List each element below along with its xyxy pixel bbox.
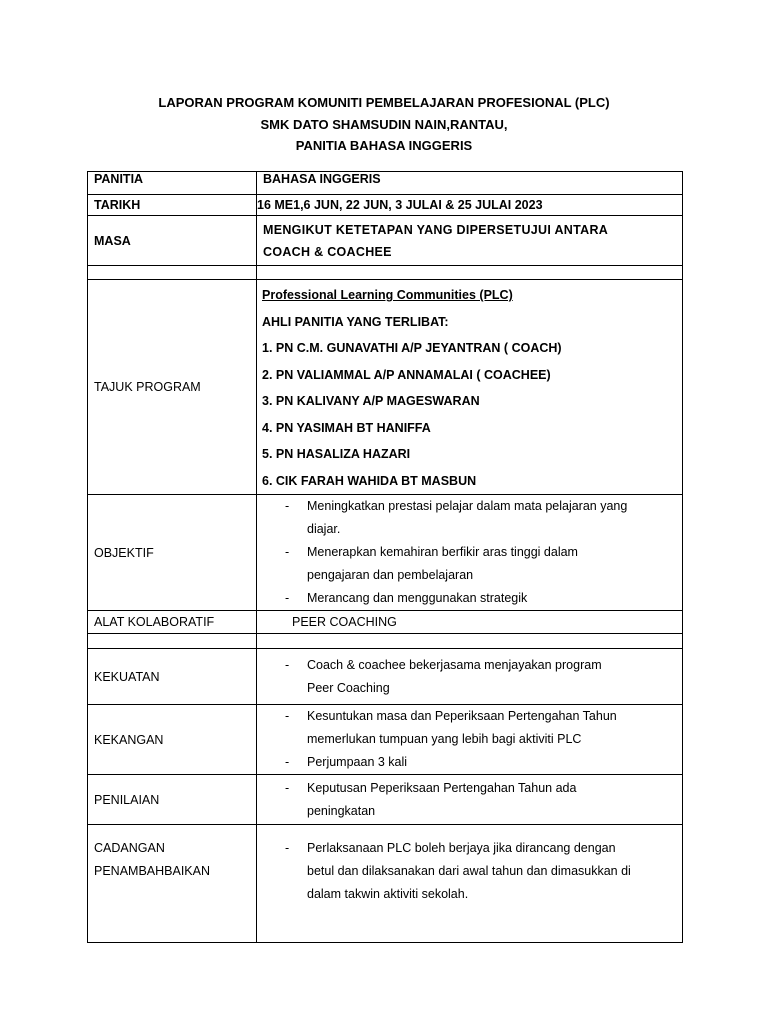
empty-row <box>88 266 683 280</box>
masa-value-line2: COACH & COACHEE <box>263 244 392 259</box>
report-header <box>0 92 768 157</box>
report-title: LAPORAN PROGRAM KOMUNITI PEMBELAJARAN PROFESIONAL (PLC) <box>158 95 610 110</box>
member-item: 3. PN KALIVANY A/P MAGESWARAN <box>262 394 480 408</box>
cadangan-list <box>257 837 682 906</box>
kekuatan-label: KEKUATAN <box>88 649 257 705</box>
kekangan-list <box>257 705 682 774</box>
row-tarikh <box>88 195 683 216</box>
member-item: 2. PN VALIAMMAL A/P ANNAMALAI ( COACHEE) <box>262 367 551 382</box>
row-masa <box>88 216 683 266</box>
penilaian-value <box>257 775 683 825</box>
row-objektif <box>88 495 683 611</box>
member-item: 4. PN YASIMAH BT HANIFFA <box>262 420 431 435</box>
masa-value-line1: MENGIKUT KETETAPAN YANG DIPERSETUJUI ANTARA <box>263 222 609 237</box>
alat-value: PEER COACHING <box>257 611 683 634</box>
objektif-value <box>257 495 683 611</box>
penilaian-list <box>257 777 682 823</box>
row-alat <box>88 611 683 634</box>
panitia-label: PANITIA <box>88 172 257 195</box>
tajuk-value <box>257 280 683 495</box>
tarikh-label: TARIKH <box>88 195 257 216</box>
cadangan-label: CADANGAN PENAMBAHBAIKAN <box>88 825 257 943</box>
objektif-item: - Menerapkan kemahiran berfikir aras tinggi dalam pengajaran dan pembelajaran <box>307 541 682 587</box>
masa-value <box>257 216 683 266</box>
objektif-item: - Merancang dan menggunakan strategik <box>307 587 682 610</box>
committee-name: PANITIA BAHASA INGGERIS <box>295 138 473 153</box>
tarikh-value: 16 ME1,6 JUN, 22 JUN, 3 JULAI & 25 JULAI 2023 <box>257 195 683 216</box>
school-name: SMK DATO SHAMSUDIN NAIN,RANTAU, <box>260 116 508 132</box>
member-item: 5. PN HASALIZA HAZARI <box>262 447 411 461</box>
kekuatan-value <box>257 649 683 705</box>
row-cadangan <box>88 825 683 943</box>
row-panitia <box>88 172 683 195</box>
report-table <box>87 171 683 943</box>
kekuatan-item: - Coach & coachee bekerjasama menjayakan program Peer Coaching <box>307 654 682 700</box>
row-penilaian <box>88 775 683 825</box>
objektif-list <box>257 495 682 610</box>
kekangan-item: - Kesuntukan masa dan Peperiksaan Pertengahan Tahun memerlukan tumpuan yang lebih bagi aktiviti PLC <box>307 705 682 751</box>
tajuk-label: TAJUK PROGRAM <box>88 280 257 495</box>
masa-label: MASA <box>88 216 257 266</box>
row-tajuk <box>88 280 683 495</box>
kekangan-value <box>257 705 683 775</box>
kekangan-item: - Perjumpaan 3 kali <box>307 751 682 774</box>
empty-row <box>88 634 683 649</box>
alat-label: ALAT KOLABORATIF <box>88 611 257 634</box>
program-title: Professional Learning Communities (PLC) <box>262 288 513 302</box>
objektif-label: OBJEKTIF <box>88 495 257 611</box>
cadangan-value <box>257 825 683 943</box>
objektif-item: - Meningkatkan prestasi pelajar dalam mata pelajaran yang diajar. <box>307 495 682 541</box>
penilaian-item: - Keputusan Peperiksaan Pertengahan Tahun ada peningkatan <box>307 777 682 823</box>
member-item: 6. CIK FARAH WAHIDA BT MASBUN <box>262 473 477 488</box>
row-kekuatan <box>88 649 683 705</box>
cadangan-item: - Perlaksanaan PLC boleh berjaya jika dirancang dengan betul dan dilaksanakan dari awal tahun dan dimasukkan di dalam takwin aktiviti sekolah. <box>307 837 682 906</box>
members-heading: AHLI PANITIA YANG TERLIBAT: <box>262 314 449 329</box>
penilaian-label: PENILAIAN <box>88 775 257 825</box>
member-item: 1. PN C.M. GUNAVATHI A/P JEYANTRAN ( COACH) <box>262 341 562 355</box>
row-kekangan <box>88 705 683 775</box>
kekuatan-list <box>257 654 682 700</box>
panitia-value: BAHASA INGGERIS <box>257 172 683 195</box>
kekangan-label: KEKANGAN <box>88 705 257 775</box>
